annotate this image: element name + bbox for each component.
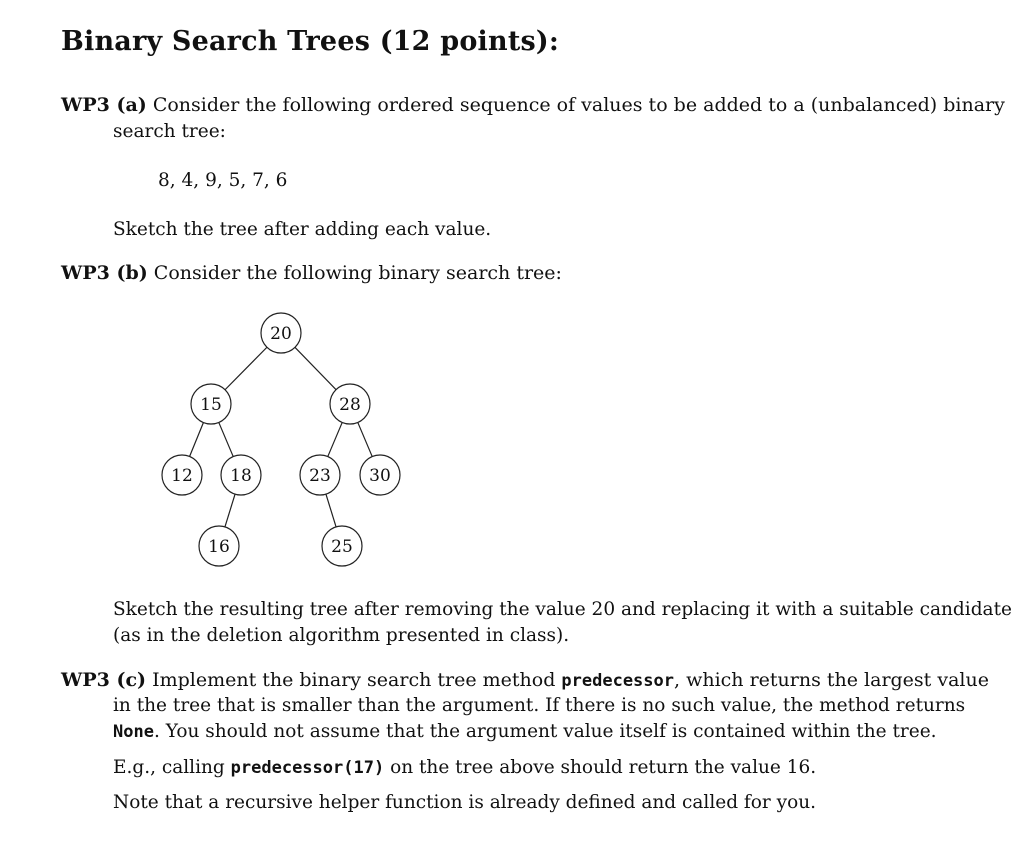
part-c-example-post: on the tree above should return the value 16. bbox=[384, 757, 817, 778]
tree-node-label: 25 bbox=[331, 537, 353, 557]
part-c-example-pre: E.g., calling bbox=[113, 757, 231, 778]
tree-edge-n23-n25 bbox=[326, 494, 336, 527]
tree-node-label: 23 bbox=[309, 466, 331, 486]
part-b-label: WP3 (b) bbox=[61, 262, 148, 284]
predecessor-call-code: predecessor(17) bbox=[230, 758, 385, 778]
tree-node-15 bbox=[191, 384, 231, 424]
part-c-question bbox=[61, 667, 989, 694]
part-a-label: WP3 (a) bbox=[61, 94, 147, 116]
tree-node-23 bbox=[300, 455, 340, 495]
tree-edge-n18-n16 bbox=[225, 494, 235, 527]
tree-node-18 bbox=[221, 455, 261, 495]
tree-node-30 bbox=[360, 455, 400, 495]
tree-edge-n15-n18 bbox=[219, 422, 233, 456]
tree-node-label: 16 bbox=[208, 537, 230, 557]
part-a-instruction: Sketch the tree after adding each value. bbox=[113, 219, 492, 240]
part-c-line1-post: , which returns the largest value bbox=[674, 669, 989, 691]
tree-node-25 bbox=[322, 526, 362, 566]
part-b-text: Consider the following binary search tree: bbox=[153, 262, 562, 284]
tree-node-label: 30 bbox=[369, 466, 391, 486]
part-b-instruction-line1: Sketch the resulting tree after removing the value 20 and replacing it with a suitable candidate bbox=[113, 599, 1012, 620]
tree-node-28 bbox=[330, 384, 370, 424]
tree-edge-n20-n28 bbox=[295, 347, 336, 389]
part-a-text-line1: Consider the following ordered sequence of values to be added to a (unbalanced) binary bbox=[152, 94, 1005, 116]
part-c-line2: in the tree that is smaller than the argument. If there is no such value, the method returns bbox=[113, 695, 966, 716]
part-a-text-line2: search tree: bbox=[113, 121, 226, 142]
tree-node-12 bbox=[162, 455, 202, 495]
tree-edge-n28-n30 bbox=[358, 422, 372, 456]
tree-edge-n15-n12 bbox=[190, 423, 204, 457]
part-c-line1-pre: Implement the binary search tree method bbox=[152, 669, 562, 691]
tree-edge-n20-n15 bbox=[225, 347, 267, 390]
tree-edges bbox=[190, 347, 373, 527]
part-c-note: Note that a recursive helper function is already defined and called for you. bbox=[113, 792, 817, 813]
tree-node-16 bbox=[199, 526, 239, 566]
part-b-instruction-line2: (as in the deletion algorithm presented in class). bbox=[113, 625, 570, 646]
part-a-sequence: 8, 4, 9, 5, 7, 6 bbox=[158, 170, 288, 191]
predecessor-method-code: predecessor bbox=[561, 671, 674, 691]
none-code: None bbox=[113, 722, 154, 742]
tree-nodes bbox=[162, 313, 400, 566]
tree-node-20 bbox=[261, 313, 301, 353]
tree-node-label: 20 bbox=[270, 324, 292, 344]
tree-edge-n28-n23 bbox=[328, 422, 342, 456]
tree-node-label: 15 bbox=[200, 395, 222, 415]
tree-node-label: 18 bbox=[230, 466, 252, 486]
part-c-line3-post: . You should not assume that the argument value itself is contained within the tree. bbox=[153, 721, 937, 742]
tree-node-label: 28 bbox=[339, 395, 361, 415]
part-c-example bbox=[113, 755, 816, 781]
tree-node-label: 12 bbox=[171, 466, 193, 486]
part-c-line3 bbox=[113, 719, 937, 745]
page-title: Binary Search Trees (12 points): bbox=[61, 26, 560, 57]
part-c-label: WP3 (c) bbox=[61, 669, 147, 691]
